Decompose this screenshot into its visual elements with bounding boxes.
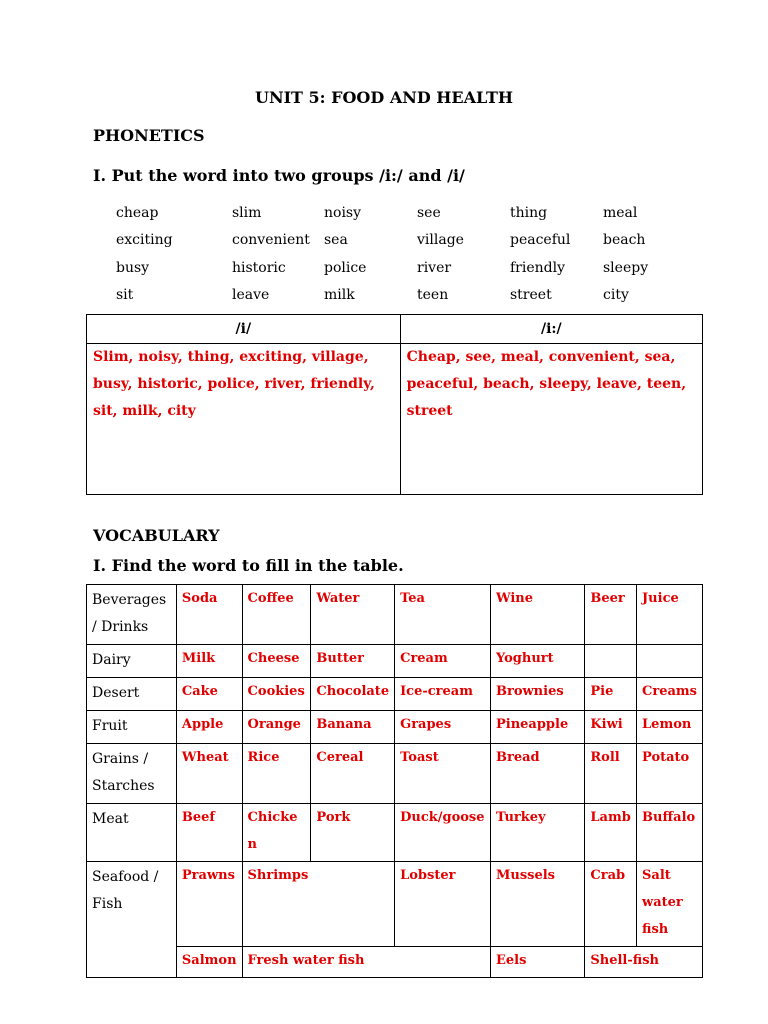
phonetics-word: exciting: [116, 232, 173, 248]
table-row: [87, 862, 703, 947]
food-cell: Cereal: [311, 744, 395, 804]
food-cell: Chicken: [242, 804, 311, 862]
phonetics-instruction: I. Put the word into two groups /i:/ and /i/: [93, 166, 465, 185]
category-cell: Grains / Starches: [87, 744, 177, 804]
phonetics-word: river: [417, 260, 452, 276]
food-cell: Bread: [490, 744, 584, 804]
phonetics-word: meal: [603, 205, 638, 221]
table-row: [87, 645, 703, 678]
food-cell: Cream: [395, 645, 491, 678]
page-title: UNIT 5: FOOD AND HEALTH: [254, 88, 513, 107]
phonetics-word: street: [510, 287, 552, 303]
food-cell: Pineapple: [490, 711, 584, 744]
food-cell: Butter: [311, 645, 395, 678]
phonetics-word: milk: [324, 287, 355, 303]
phonetics-word: see: [417, 205, 441, 221]
vocabulary-heading: VOCABULARY: [93, 526, 220, 545]
food-cell: Beef: [176, 804, 242, 862]
phonetics-word: village: [417, 232, 464, 248]
food-cell: Shrimps: [242, 862, 395, 947]
category-cell: Seafood / Fish: [87, 862, 177, 978]
food-cell: Wheat: [176, 744, 242, 804]
food-cell: Milk: [176, 645, 242, 678]
table-row: [87, 804, 703, 862]
sound-table: [86, 314, 703, 495]
phonetics-word: beach: [603, 232, 646, 248]
food-cell: Prawns: [176, 862, 242, 947]
food-cell: Salt water fish: [637, 862, 703, 947]
food-cell: Rice: [242, 744, 311, 804]
food-cell: Lobster: [395, 862, 491, 947]
food-cell: Fresh water fish: [242, 947, 490, 978]
table-row: [87, 585, 703, 645]
phonetics-word: peaceful: [510, 232, 571, 248]
food-cell: Apple: [176, 711, 242, 744]
food-cell: Lamb: [585, 804, 637, 862]
food-cell: Brownies: [490, 678, 584, 711]
food-cell: Pork: [311, 804, 395, 862]
food-cell: Potato: [637, 744, 703, 804]
category-cell: Desert: [87, 678, 177, 711]
category-cell: Dairy: [87, 645, 177, 678]
food-cell: Ice-cream: [395, 678, 491, 711]
food-cell: Beer: [585, 585, 637, 645]
food-cell: Chocolate: [311, 678, 395, 711]
phonetics-word: friendly: [510, 260, 566, 276]
phonetics-word: city: [603, 287, 629, 303]
food-table: [86, 584, 703, 978]
phonetics-word: historic: [232, 260, 286, 276]
category-cell: Beverages / Drinks: [87, 585, 177, 645]
food-cell: Water: [311, 585, 395, 645]
table-row: [87, 711, 703, 744]
phonetics-word: noisy: [324, 205, 362, 221]
food-cell: Duck/goose: [395, 804, 491, 862]
phonetics-word: sea: [324, 232, 348, 248]
phonetics-word: teen: [417, 287, 449, 303]
phonetics-word: thing: [510, 205, 548, 221]
food-cell: Kiwi: [585, 711, 637, 744]
phonetics-word: busy: [116, 260, 150, 276]
food-cell: Tea: [395, 585, 491, 645]
food-cell: Roll: [585, 744, 637, 804]
table-row: [87, 744, 703, 804]
phonetics-word: slim: [232, 205, 262, 221]
food-cell: Juice: [637, 585, 703, 645]
phonetics-word: sleepy: [603, 260, 649, 276]
vocabulary-instruction: I. Find the word to fill in the table.: [93, 556, 404, 575]
short-i-answers: Slim, noisy, thing, exciting, village, busy, historic, police, river, friendly, sit, milk, city: [87, 344, 401, 495]
phonetics-word: leave: [232, 287, 270, 303]
long-i-answers: Cheap, see, meal, convenient, sea, peaceful, beach, sleepy, leave, teen, street: [400, 344, 702, 495]
food-cell: Toast: [395, 744, 491, 804]
food-cell: Grapes: [395, 711, 491, 744]
food-cell: Soda: [176, 585, 242, 645]
phonetics-word: convenient: [232, 232, 310, 248]
food-cell: Coffee: [242, 585, 311, 645]
food-cell: Salmon: [176, 947, 242, 978]
food-cell: Mussels: [490, 862, 584, 947]
food-cell: Shell-fish: [585, 947, 703, 978]
category-cell: Meat: [87, 804, 177, 862]
food-cell: Buffalo: [637, 804, 703, 862]
phonetics-word: police: [324, 260, 367, 276]
food-cell: Cake: [176, 678, 242, 711]
long-i-header: /i:/: [400, 315, 702, 344]
category-cell: Fruit: [87, 711, 177, 744]
food-cell: Lemon: [637, 711, 703, 744]
table-row: [87, 947, 703, 978]
food-cell: Orange: [242, 711, 311, 744]
food-cell: Turkey: [490, 804, 584, 862]
food-cell: Creams: [637, 678, 703, 711]
food-cell: Yoghurt: [490, 645, 584, 678]
food-cell: Crab: [585, 862, 637, 947]
food-cell: Cookies: [242, 678, 311, 711]
food-cell: Pie: [585, 678, 637, 711]
food-cell: Eels: [490, 947, 584, 978]
phonetics-heading: PHONETICS: [93, 126, 205, 145]
food-cell: [585, 645, 637, 678]
short-i-header: /i/: [87, 315, 401, 344]
phonetics-word: cheap: [116, 205, 159, 221]
food-cell: Banana: [311, 711, 395, 744]
phonetics-word: sit: [116, 287, 134, 303]
table-row: [87, 678, 703, 711]
food-cell: Cheese: [242, 645, 311, 678]
food-cell: Wine: [490, 585, 584, 645]
food-cell: [637, 645, 703, 678]
